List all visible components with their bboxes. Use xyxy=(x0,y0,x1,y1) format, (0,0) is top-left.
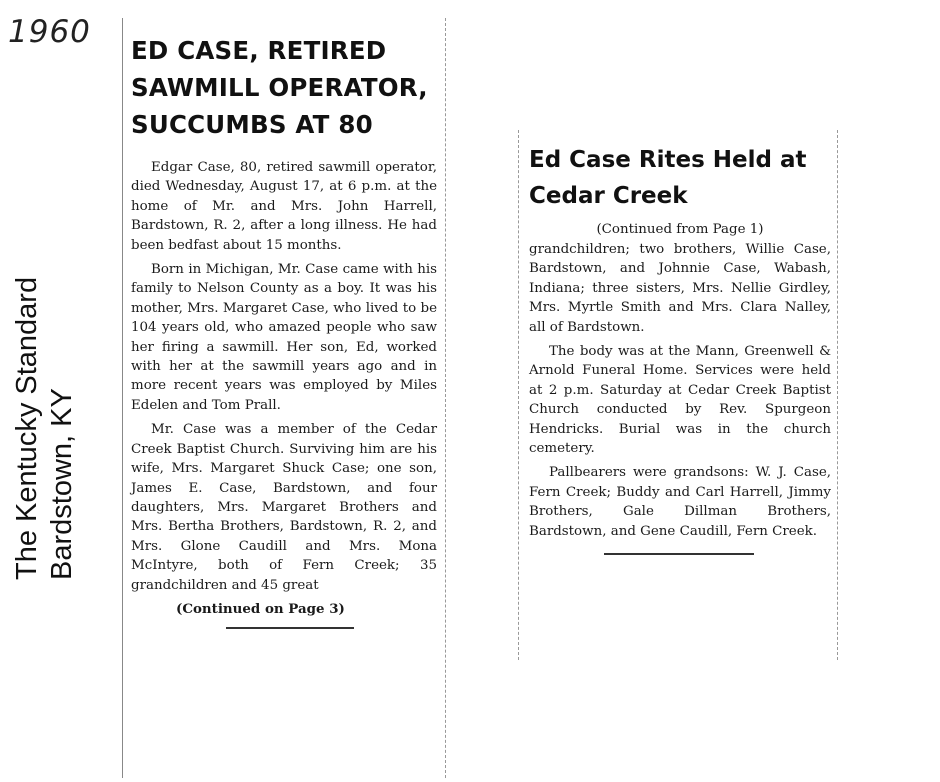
rites-paragraph: grandchildren; two brothers, Willie Case, Bardstown, and Johnnie Case, Wabash, Indiana; three sisters, Mrs. Nellie Girdley, Mrs. Myrtle Smith and Mrs. Clara Nalley, all of Bardstown. xyxy=(529,242,831,335)
obituary-paragraph: Mr. Case was a member of the Cedar Creek Baptist Church. Surviving him are his wife, Mrs. Margaret Shuck Case; one son, James E. Case, Bardstown, and four daughters, Mrs. Margaret Brothers and Mrs. Bertha Brothers, Bardstown, R. 2, and Mrs. Glone Caudill and Mrs. Mona McIntyre, both of Fern Creek; 35 grandchildren and 45 great xyxy=(131,422,437,593)
handwritten-year: 1960 xyxy=(8,14,91,50)
column-rule xyxy=(226,627,354,629)
obituary-paragraph: Edgar Case, 80, retired sawmill operator, died Wednesday, August 17, at 6 p.m. at the home of Mr. and Mrs. John Harrell, Bardstown, R. 2, after a long illness. He had been bedfast about 15 months. xyxy=(131,160,437,253)
continued-from-notice: (Continued from Page 1) xyxy=(596,222,764,237)
source-newspaper: The Kentucky Standard xyxy=(11,276,43,580)
source-city: Bardstown, KY xyxy=(46,388,78,580)
rites-paragraph: Pallbearers were grandsons: W. J. Case, Fern Creek; Buddy and Carl Harrell, Jimmy Brothers, Gale Dillman Brothers, Bardstown, and Gene Caudill, Fern Creek. xyxy=(529,465,831,539)
obituary-clipping xyxy=(122,18,446,778)
continued-notice: (Continued on Page 3) xyxy=(176,600,345,617)
rites-body xyxy=(529,220,831,541)
rites-headline: Ed Case Rites Held at Cedar Creek xyxy=(529,147,807,209)
column-rule xyxy=(604,553,754,555)
obituary-headline: ED CASE, RETIRED SAWMILL OPERATOR, SUCCUMBS AT 80 xyxy=(131,36,428,139)
source-label xyxy=(10,240,80,580)
rites-paragraph: The body was at the Mann, Greenwell & Arnold Funeral Home. Services were held at 2 p.m. Saturday at Cedar Creek Baptist Church conducted by Rev. Spurgeon Hendricks. Burial was in the church cemetery. xyxy=(529,344,831,457)
obituary-paragraph: Born in Michigan, Mr. Case came with his family to Nelson County as a boy. It was his mother, Mrs. Margaret Case, who lived to be 104 years old, who amazed people who saw her firing a sawmill. Her son, Ed, worked with her at the sawmill years ago and in more recent years was employed by Miles Edelen and Tom Prall. xyxy=(131,262,437,413)
rites-clipping xyxy=(518,130,838,660)
obituary-body xyxy=(131,158,437,595)
